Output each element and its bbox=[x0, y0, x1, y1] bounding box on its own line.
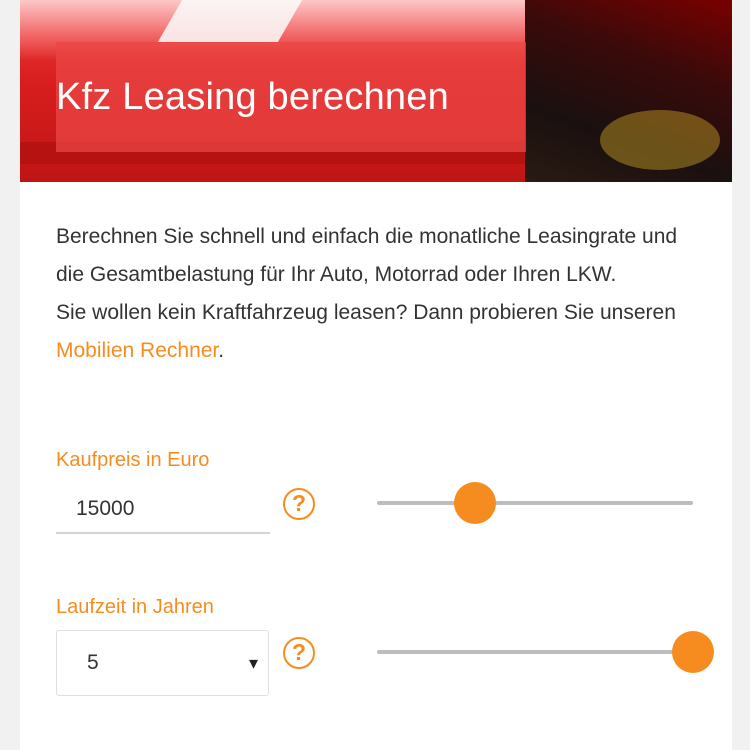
laufzeit-slider-thumb[interactable] bbox=[672, 631, 714, 673]
kaufpreis-slider-track[interactable] bbox=[377, 501, 693, 505]
intro-suffix: . bbox=[218, 339, 225, 362]
mobilien-rechner-link[interactable]: Mobilien Rechner bbox=[56, 339, 219, 362]
kaufpreis-help-icon[interactable]: ? bbox=[283, 488, 315, 520]
intro-text bbox=[56, 218, 696, 370]
kaufpreis-slider-thumb[interactable] bbox=[454, 482, 496, 524]
laufzeit-help-icon[interactable]: ? bbox=[283, 637, 315, 669]
laufzeit-selected-value: 5 bbox=[87, 651, 99, 674]
laufzeit-select[interactable] bbox=[56, 630, 269, 696]
intro-paragraph-2 bbox=[56, 294, 696, 370]
kaufpreis-input[interactable] bbox=[56, 486, 270, 534]
chevron-down-icon: ▾ bbox=[248, 653, 258, 673]
laufzeit-slider-track[interactable] bbox=[377, 650, 693, 654]
laufzeit-label: Laufzeit in Jahren bbox=[56, 596, 214, 618]
intro-paragraph-1: Berechnen Sie schnell und einfach die monatliche Leasingrate und die Gesamtbelastung für Ihr Auto, Motorrad oder Ihren LKW. bbox=[56, 225, 678, 286]
intro-prefix: Sie wollen kein Kraftfahrzeug leasen? Dann probieren Sie unseren bbox=[56, 301, 676, 324]
page-title: Kfz Leasing berechnen bbox=[56, 76, 449, 118]
hero-rim bbox=[600, 110, 720, 170]
calculator-card bbox=[20, 0, 732, 750]
hero-reflection bbox=[158, 0, 302, 42]
hero-banner bbox=[20, 0, 732, 182]
kaufpreis-label: Kaufpreis in Euro bbox=[56, 449, 210, 471]
